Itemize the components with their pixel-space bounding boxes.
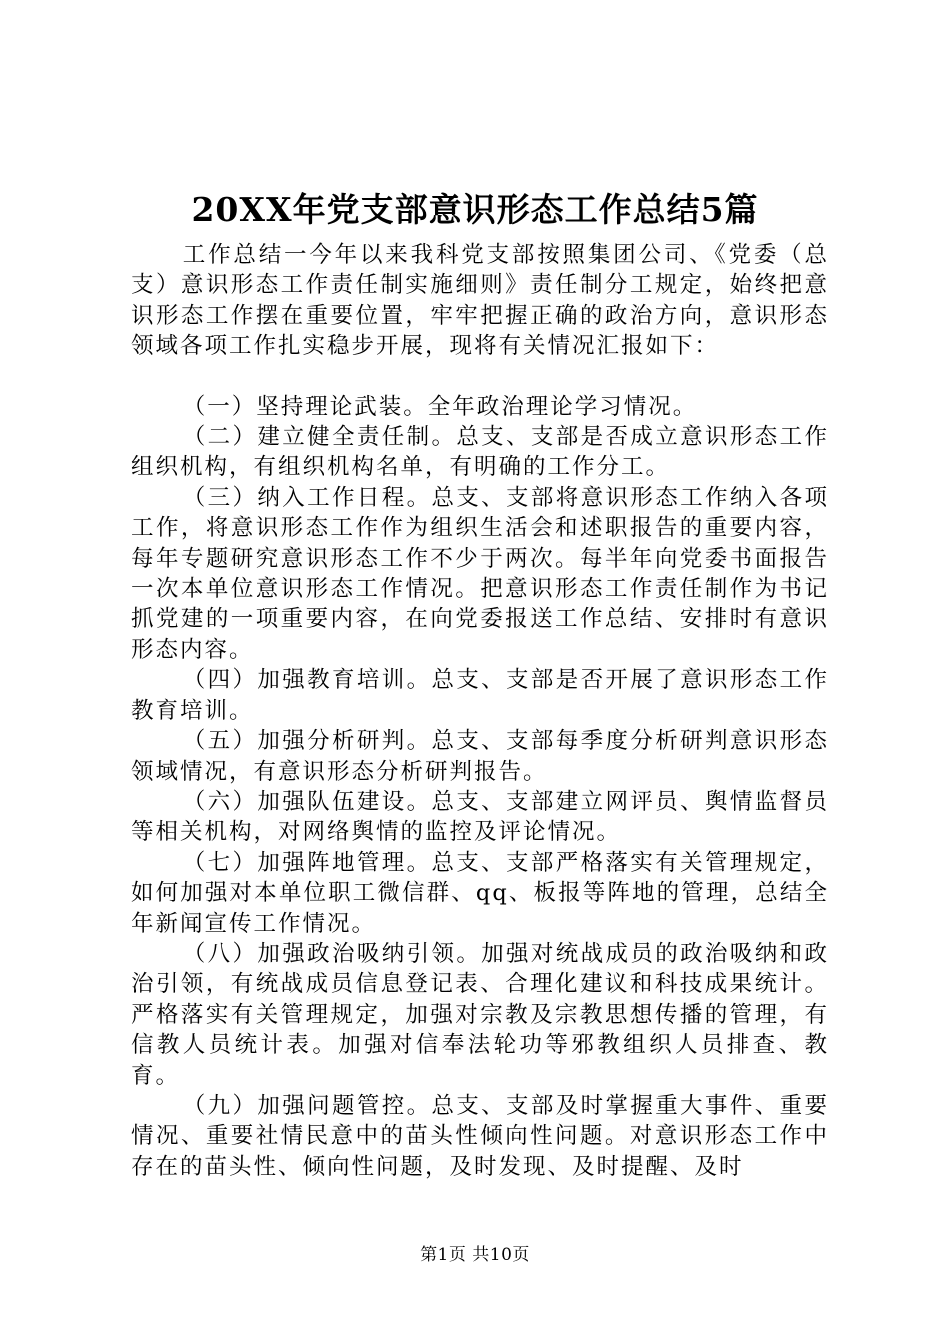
paragraph-7: （七）加强阵地管理。总支、支部严格落实有关管理规定，如何加强对本单位职工微信群、qq、板报等阵地的管理，总结全年新闻宣传工作情况。	[131, 849, 829, 937]
intro-paragraph: 工作总结一今年以来我科党支部按照集团公司、《党委（总支）意识形态工作责任制实施细则》责任制分工规定，始终把意识形态工作摆在重要位置，牢牢把握正确的政治方向，意识形态领域各项工作扎实稳步开展，现将有关情况汇报如下：	[131, 242, 829, 360]
paragraph-2: （二）建立健全责任制。总支、支部是否成立意识形态工作组织机构，有组织机构名单，有明确的工作分工。	[131, 424, 829, 481]
document-title: 20XX年党支部意识形态工作总结5篇	[191, 190, 759, 229]
page-footer: 第1页 共10页	[420, 1245, 530, 1265]
paragraph-5: （五）加强分析研判。总支、支部每季度分析研判意识形态领域情况，有意识形态分析研判报告。	[131, 728, 829, 785]
paragraph-1: （一）坚持理论武装。全年政治理论学习情况。	[182, 393, 698, 420]
paragraph-8: （八）加强政治吸纳引领。加强对统战成员的政治吸纳和政治引领，有统战成员信息登记表、合理化建议和科技成果统计。严格落实有关管理规定，加强对宗教及宗教思想传播的管理，有信教人员统计表。加强对信奉法轮功等邪教组织人员排查、教育。	[131, 940, 829, 1089]
paragraph-4: （四）加强教育培训。总支、支部是否开展了意识形态工作教育培训。	[131, 667, 829, 724]
paragraph-3: （三）纳入工作日程。总支、支部将意识形态工作纳入各项工作，将意识形态工作作为组织生活会和述职报告的重要内容，每年专题研究意识形态工作不少于两次。每半年向党委书面报告一次本单位意识形态工作情况。把意识形态工作责任制作为书记抓党建的一项重要内容，在向党委报送工作总结、安排时有意识形态内容。	[131, 484, 829, 663]
paragraph-9: （九）加强问题管控。总支、支部及时掌握重大事件、重要情况、重要社情民意中的苗头性倾向性问题。对意识形态工作中存在的苗头性、倾向性问题，及时发现、及时提醒、及时	[131, 1092, 829, 1180]
paragraph-6: （六）加强队伍建设。总支、支部建立网评员、舆情监督员等相关机构，对网络舆情的监控及评论情况。	[131, 788, 829, 846]
document-body	[131, 240, 829, 1182]
